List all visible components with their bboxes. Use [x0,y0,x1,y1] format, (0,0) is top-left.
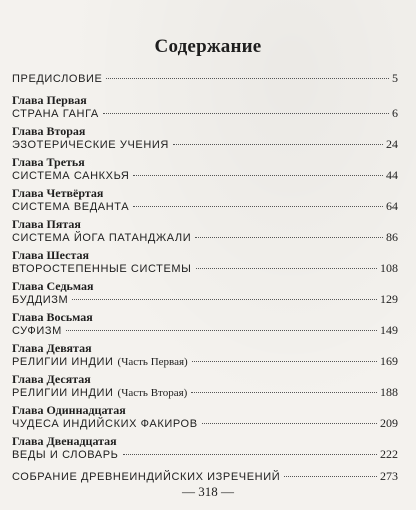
toc-entry-chapter-6[interactable] [12,249,398,275]
entry-title: ЭЗОТЕРИЧЕСКИЕ УЧЕНИЯ [12,139,169,151]
toc-row [12,386,398,399]
entry-page: 5 [392,71,398,85]
toc-row [12,231,398,244]
toc-row [12,72,398,85]
entry-title: СИСТЕМА ВЕДАНТА [12,201,130,213]
chapter-label: Глава Шестая [12,248,90,262]
dot-leader [106,78,389,79]
entry-page: 273 [380,469,398,483]
dot-leader [191,392,377,393]
toc-row [12,138,398,151]
chapter-label: Глава Десятая [12,372,91,386]
page-number: — 318 — [182,484,234,499]
entry-page: 169 [380,354,398,368]
entry-title: БУДДИЗМ [12,294,69,306]
toc-row [12,470,398,483]
entry-subtitle: (Часть Первая) [117,356,188,368]
chapter-label: Глава Седьмая [12,279,94,293]
entry-page: 209 [380,416,398,430]
entry-title: СИСТЕМА ЙОГА ПАТАНДЖАЛИ [12,232,192,244]
toc-entry-chapter-11[interactable] [12,404,398,430]
entry-title: СОБРАНИЕ ДРЕВНЕИНДИЙСКИХ ИЗРЕЧЕНИЙ [12,471,281,483]
toc-entry-preface[interactable] [12,72,398,85]
entry-page: 222 [380,447,398,461]
page-title: Содержание [154,36,262,57]
dot-leader [192,361,377,362]
dot-leader [66,330,377,331]
toc-row [12,324,398,337]
chapter-label: Глава Первая [12,93,87,107]
chapter-label: Глава Третья [12,155,85,169]
chapter-label: Глава Вторая [12,124,86,138]
dot-leader [123,454,378,455]
toc-row [12,448,398,461]
toc-row [12,262,398,275]
toc-row [12,200,398,213]
toc-entry-collection[interactable] [12,470,398,483]
dot-leader [133,206,383,207]
dot-leader [103,113,389,114]
toc-row [12,417,398,430]
entry-page: 129 [380,292,398,306]
entry-title: ПРЕДИСЛОВИЕ [12,73,103,85]
toc-entry-chapter-8[interactable] [12,311,398,337]
dot-leader [195,237,383,238]
chapter-label: Глава Четвёртая [12,186,104,200]
dot-leader [173,144,383,145]
toc-entry-chapter-5[interactable] [12,218,398,244]
chapter-label: Глава Одиннадцатая [12,403,126,417]
dot-leader [202,423,377,424]
entry-title: ВЕДЫ И СЛОВАРЬ [12,449,119,461]
toc-entry-chapter-1[interactable] [12,94,398,120]
toc-entry-chapter-10[interactable] [12,373,398,399]
table-of-contents [12,68,398,483]
toc-row [12,293,398,306]
dot-leader [196,268,377,269]
toc-entry-chapter-2[interactable] [12,125,398,151]
entry-title: СУФИЗМ [12,325,62,337]
toc-row [12,355,398,368]
toc-entry-chapter-9[interactable] [12,342,398,368]
toc-entry-chapter-7[interactable] [12,280,398,306]
toc-row [12,169,398,182]
dot-leader [72,299,377,300]
entry-title: СТРАНА ГАНГА [12,108,99,120]
chapter-label: Глава Восьмая [12,310,93,324]
entry-page: 108 [380,261,398,275]
entry-title: ЧУДЕСА ИНДИЙСКИХ ФАКИРОВ [12,418,198,430]
toc-entry-chapter-3[interactable] [12,156,398,182]
entry-page: 6 [392,106,398,120]
toc-entry-chapter-4[interactable] [12,187,398,213]
entry-page: 86 [386,230,398,244]
toc-entry-chapter-12[interactable] [12,435,398,461]
entry-title: РЕЛИГИИ ИНДИИ [12,356,114,368]
entry-page: 149 [380,323,398,337]
chapter-label: Глава Девятая [12,341,92,355]
toc-row [12,107,398,120]
chapter-label: Глава Пятая [12,217,81,231]
entry-title: СИСТЕМА САНКХЬЯ [12,170,130,182]
entry-page: 64 [386,199,398,213]
entry-page: 24 [386,137,398,151]
entry-page: 188 [380,385,398,399]
dot-leader [284,476,377,477]
entry-subtitle: (Часть Вторая) [117,387,188,399]
dot-leader [133,175,383,176]
entry-title: ВТОРОСТЕПЕННЫЕ СИСТЕМЫ [12,263,192,275]
entry-title: РЕЛИГИИ ИНДИИ [12,387,114,399]
entry-page: 44 [386,168,398,182]
chapter-label: Глава Двенадцатая [12,434,117,448]
